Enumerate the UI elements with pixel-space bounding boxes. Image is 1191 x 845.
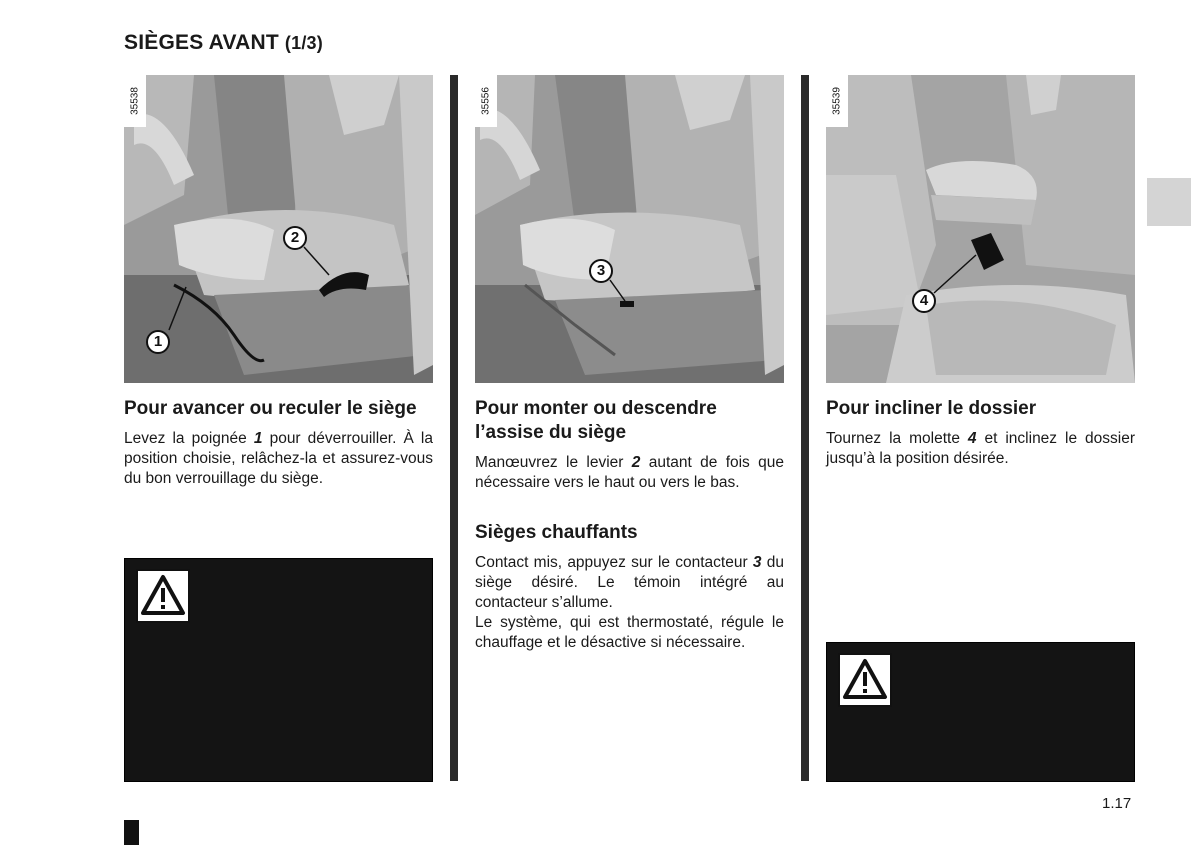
column-divider xyxy=(801,75,809,781)
page-title-suffix: (1/3) xyxy=(284,33,323,53)
column-divider xyxy=(450,75,458,781)
section-paragraph: Manœuvrez le levier 2 autant de fois que nécessaire vers le haut ou vers le bas. xyxy=(475,454,784,491)
callout-marker: 3 xyxy=(589,259,613,283)
photo-reference-code: 35538 xyxy=(124,75,146,127)
section-heading: Pour avancer ou reculer le siège xyxy=(124,398,417,419)
photo-reference-code: 35556 xyxy=(475,75,497,127)
section-paragraph: Tournez la molette 4 et inclinez le dossier jusqu’à la position désirée. xyxy=(826,430,1135,467)
section-heading: Pour monter ou descendre l’assise du siège xyxy=(475,398,717,443)
callout-marker: 2 xyxy=(283,226,307,250)
page-title-text: SIÈGES AVANT xyxy=(124,31,279,54)
backrest-photo xyxy=(826,75,1135,383)
page-title xyxy=(124,31,323,55)
warning-box xyxy=(124,558,433,782)
column-backrest xyxy=(826,75,1135,469)
chapter-thumb-tab xyxy=(1147,178,1191,226)
page-number: 1.17 xyxy=(1102,795,1132,812)
column-seat-height xyxy=(475,75,784,653)
seat-height-photo xyxy=(475,75,784,383)
warning-triangle-icon xyxy=(838,653,892,707)
callout-marker: 1 xyxy=(146,330,170,354)
warning-box xyxy=(826,642,1135,782)
backrest-illustration xyxy=(826,75,1135,383)
column-seat-slide xyxy=(124,75,433,489)
section-heading: Pour incliner le dossier xyxy=(826,398,1037,419)
subsection-heading: Sièges chauffants xyxy=(475,522,638,543)
corner-mark xyxy=(124,820,139,845)
subsection-paragraph: Contact mis, appuyez sur le contacteur 3 du siège désiré. Le témoin intégré au contacteur s’allume. xyxy=(475,554,784,611)
section-paragraph: Levez la poignée 1 pour déverrouiller. À la position choisie, relâchez-la et assurez-vous du bon verrouillage du siège. xyxy=(124,430,433,487)
seat-slide-photo xyxy=(124,75,433,383)
subsection-paragraph: Le système, qui est thermostaté, régule le chauffage et le désactive si nécessaire. xyxy=(475,614,784,651)
warning-triangle-icon xyxy=(136,569,190,623)
seat-slide-illustration xyxy=(124,75,433,383)
seat-height-illustration xyxy=(475,75,784,383)
photo-reference-code: 35539 xyxy=(826,75,848,127)
callout-marker: 4 xyxy=(912,289,936,313)
